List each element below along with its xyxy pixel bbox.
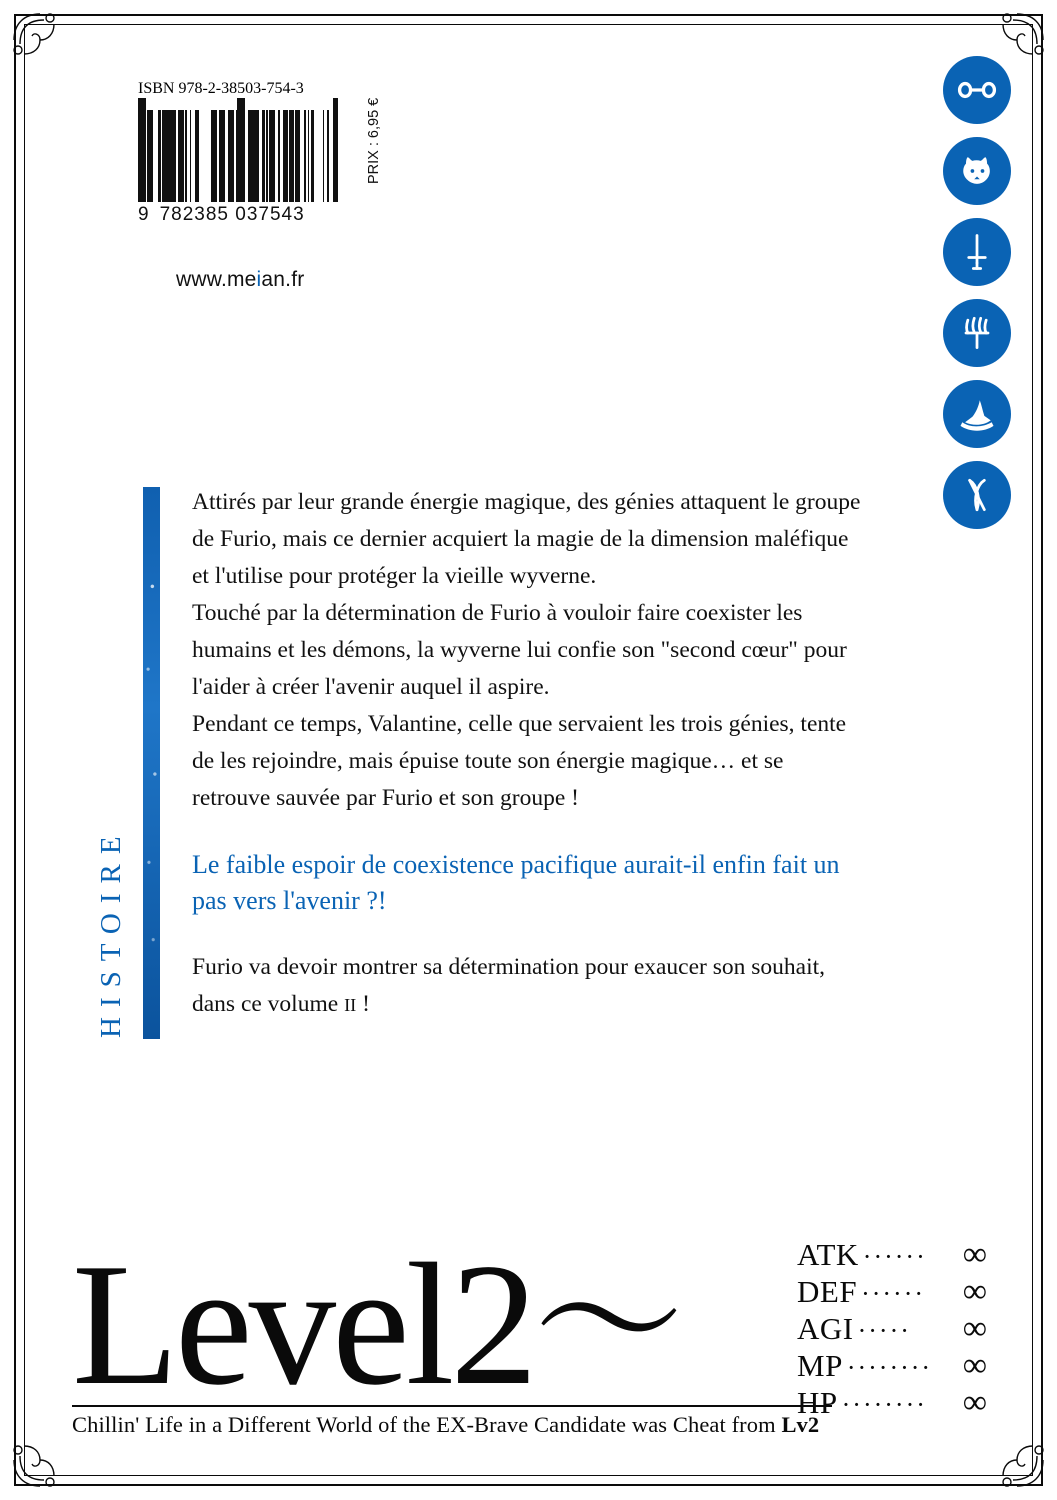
synopsis-paragraph-1: Attirés par leur grande énergie magique, des génies attaquent le groupe de Furio, mais ce dernier acquiert la magie de la dimension maléfique et l'utilise pour protéger la vieille wyverne. — [192, 489, 861, 589]
stat-dots: ········ — [846, 1353, 933, 1382]
stat-label: HP — [797, 1385, 838, 1420]
logo-subtitle — [72, 1412, 862, 1438]
stat-dots: ······ — [862, 1242, 927, 1271]
pitchfork-icon — [943, 299, 1011, 367]
logo-title-number: 2 — [450, 1226, 534, 1421]
stat-label: ATK — [797, 1237, 859, 1272]
stat-dots: ········ — [841, 1390, 927, 1419]
series-logo — [72, 1226, 862, 1439]
stat-value: ∞ — [962, 1347, 987, 1384]
sword-icon — [943, 218, 1011, 286]
synopsis-paragraph-2: Touché par la détermination de Furio à vouloir faire coexister les humains et les démons, la wyverne lui confie son "second cœur" pour l'aider à créer l'avenir auquel il aspire. — [192, 600, 847, 700]
synopsis-paragraph-3: Pendant ce temps, Valantine, celle que servaient les trois génies, tente de les rejoindre, mais épuise toute son énergie magique… et se retrouve sauvée par Furio et son groupe ! — [192, 711, 847, 811]
barcode-digits — [138, 204, 338, 226]
website-prefix: www.me — [176, 268, 257, 291]
stat-icon-column — [937, 56, 1017, 529]
stat-dots: ····· — [857, 1316, 911, 1345]
stat-value: ∞ — [962, 1273, 987, 1310]
stat-label: DEF — [797, 1274, 858, 1309]
stats-list — [797, 1237, 987, 1422]
barcode-lead-digit: 9 — [138, 204, 150, 225]
barcode-bars — [138, 98, 338, 202]
stat-value: ∞ — [962, 1384, 987, 1421]
synopsis-closing — [192, 949, 864, 1024]
closing-text-before: Furio va devoir montrer sa détermination pour exaucer son souhait, dans ce volume — [192, 954, 826, 1017]
bow-icon — [943, 461, 1011, 529]
closing-volume-number: II — [344, 995, 357, 1015]
isbn-block — [138, 80, 382, 226]
synopsis-highlight: Le faible espoir de coexistence pacifique aurait-il enfin fait un pas vers l'avenir ?! — [192, 850, 840, 915]
logo-subtitle-text: Chillin' Life in a Different World of the EX-Brave Candidate was Cheat from — [72, 1412, 782, 1437]
stat-row — [797, 1274, 987, 1311]
corner-ornament-icon — [10, 10, 80, 80]
corner-ornament-icon — [977, 1420, 1047, 1490]
histoire-section-label: HISTOIRE — [95, 826, 127, 1038]
witch-hat-icon — [943, 380, 1011, 448]
corner-ornament-icon — [10, 1420, 80, 1490]
publisher-website — [176, 268, 304, 292]
logo-title-tilde: 〜 — [533, 1240, 680, 1407]
isbn-label: ISBN 978-2-38503-754-3 — [138, 80, 304, 97]
price-label: PRIX : 6,95 € — [366, 97, 382, 184]
stat-row — [797, 1237, 987, 1274]
barcode — [138, 98, 338, 226]
synopsis-text — [192, 484, 864, 1024]
website-suffix: an.fr — [261, 268, 305, 291]
stat-row — [797, 1348, 987, 1385]
logo-subtitle-lv: Lv2 — [781, 1412, 820, 1437]
closing-text-after: ! — [356, 991, 370, 1017]
stat-row — [797, 1311, 987, 1348]
stat-row — [797, 1385, 987, 1422]
histoire-accent-bar — [143, 487, 160, 1039]
website-highlight: i — [256, 268, 262, 291]
stat-label: MP — [797, 1348, 843, 1383]
stat-value: ∞ — [962, 1236, 987, 1273]
logo-title-main: Level — [72, 1226, 451, 1421]
stat-label: AGI — [797, 1311, 854, 1346]
stat-value: ∞ — [962, 1310, 987, 1347]
stat-dots: ······ — [861, 1279, 926, 1308]
infinity-icon — [943, 56, 1011, 124]
wolf-icon — [943, 137, 1011, 205]
barcode-main-digits: 782385 037543 — [159, 204, 305, 225]
